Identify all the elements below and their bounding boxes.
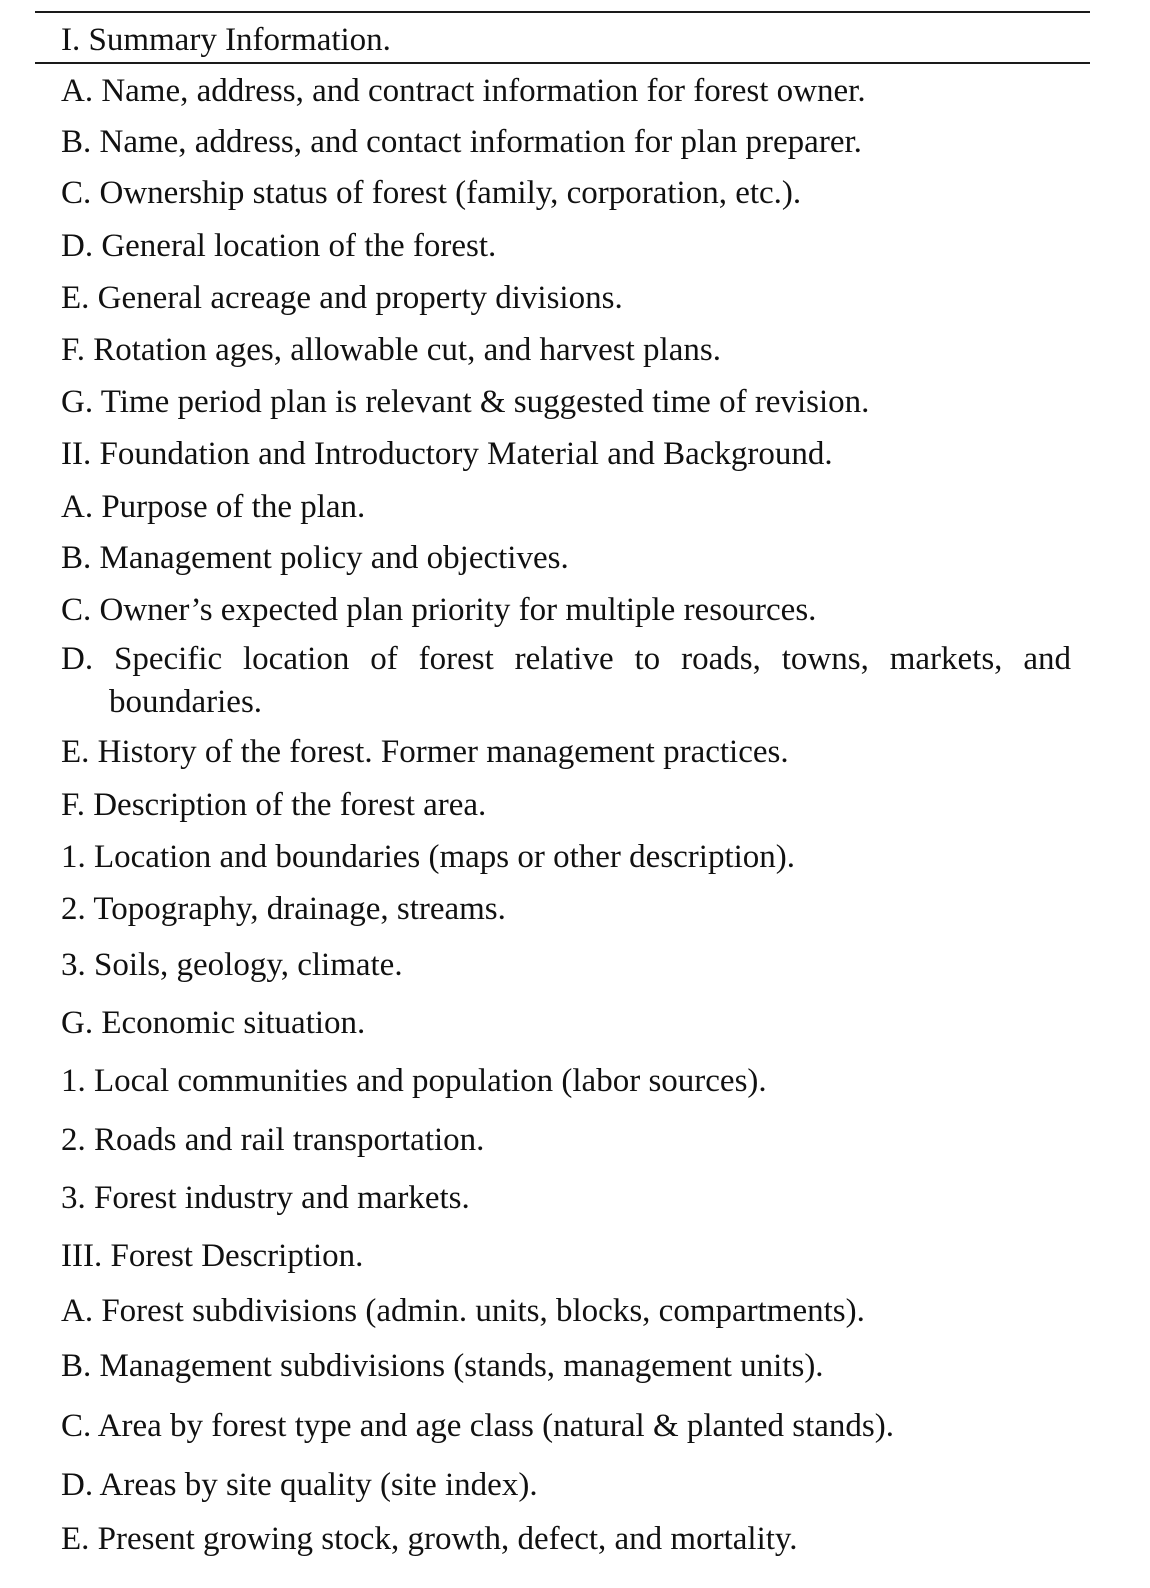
outline-section-heading: III. Forest Description. [61, 1238, 364, 1274]
outline-item: F. Rotation ages, allowable cut, and harvest plans. [61, 332, 721, 368]
outline-item: B. Name, address, and contact information for plan preparer. [61, 124, 862, 160]
outline-item: C. Owner’s expected plan priority for multiple resources. [61, 592, 817, 628]
outline-item: E. General acreage and property divisions. [61, 280, 623, 316]
outline-item: B. Management policy and objectives. [61, 540, 569, 576]
outline-item: D. Specific location of forest relative to roads, towns, markets, and boundaries. [61, 641, 1071, 720]
outline-subitem: 3. Forest industry and markets. [61, 1180, 470, 1216]
outline-subitem: 2. Topography, drainage, streams. [61, 891, 506, 927]
outline-item: A. Name, address, and contract information for forest owner. [61, 73, 866, 109]
outline-item: E. Present growing stock, growth, defect, and mortality. [61, 1521, 798, 1557]
outline-item: D. Areas by site quality (site index). [61, 1467, 538, 1503]
table-header-rule [35, 62, 1090, 64]
outline-section-heading: II. Foundation and Introductory Material and Background. [61, 436, 833, 472]
outline-item: E. History of the forest. Former management practices. [61, 734, 789, 770]
table-top-rule [35, 11, 1090, 13]
outline-item: G. Time period plan is relevant & suggested time of revision. [61, 384, 870, 420]
table-header: I. Summary Information. [61, 22, 391, 58]
outline-item: C. Ownership status of forest (family, corporation, etc.). [61, 175, 802, 211]
outline-item: G. Economic situation. [61, 1005, 366, 1041]
outline-item: F. Description of the forest area. [61, 787, 487, 823]
outline-item: A. Purpose of the plan. [61, 489, 366, 525]
outline-item: A. Forest subdivisions (admin. units, blocks, compartments). [61, 1293, 865, 1329]
outline-subitem: 1. Local communities and population (labor sources). [61, 1063, 767, 1099]
outline-subitem: 3. Soils, geology, climate. [61, 947, 403, 983]
outline-subitem: 1. Location and boundaries (maps or other description). [61, 839, 796, 875]
outline-item: D. General location of the forest. [61, 228, 497, 264]
outline-subitem: 2. Roads and rail transportation. [61, 1122, 485, 1158]
outline-item: C. Area by forest type and age class (natural & planted stands). [61, 1408, 894, 1444]
outline-item: B. Management subdivisions (stands, management units). [61, 1348, 824, 1384]
